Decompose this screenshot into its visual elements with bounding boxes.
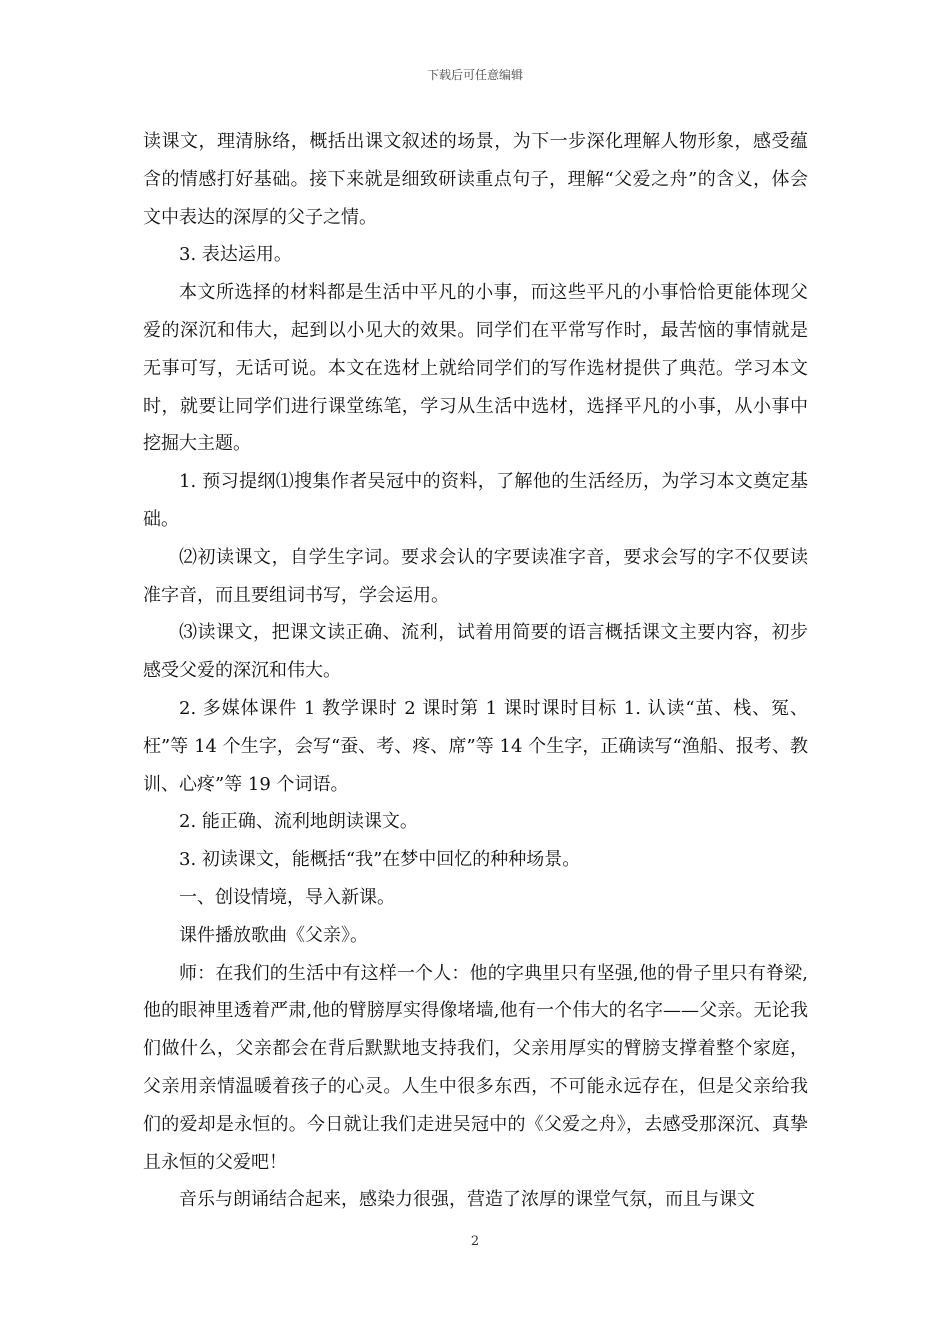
paragraph: ⑵初读课文，自学生字词。要求会认的字要读准字音，要求会写的字不仅要读准字音，而且要组词书写，学会运用。 [143,546,808,606]
page-header: 下载后可任意编辑 [426,68,523,82]
paragraph: 3. 初读课文，能概括“我”在梦中回忆的种种场景。 [179,849,581,871]
paragraph: 3. 表达运用。 [179,244,292,266]
paragraph: 课件播放歌曲《父亲》。 [179,924,368,946]
paragraph: 本文所选择的材料都是生活中平凡的小事，而这些平凡的小事恰恰更能体现父爱的深沉和伟大，起到以小见大的效果。同学们在平常写作时，最苦恼的事情就是无事可写，无话可说。本文在选材上就给同学们的写作选材提供了典范。学习本文时，就要让同学们进行课堂练笔，学习从生活中选材，选择平凡的小事，从小事中挖掘大主题。 [143,282,808,455]
page-number: 2 [470,1234,480,1249]
paragraph: 2. 多媒体课件 1 教学课时 2 课时第 1 课时课时目标 1. 认读“茧、栈、冤、枉”等 14 个生字，会写“蚕、考、疼、席”等 14 个生字，正确读写“渔船、报考、教训、心疼”等 19 个词语。 [143,697,808,795]
paragraph: 师：在我们的生活中有这样一个人：他的字典里只有坚强,他的骨子里只有脊梁,他的眼神里透着严肃,他的臂膀厚实得像堵墙,他有一个伟大的名字——父亲。无论我们做什么，父亲都会在背后默默地支持我们，父亲用厚实的臂膀支撑着整个家庭，父亲用亲情温暖着孩子的心灵。人生中很多东西，不可能永远存在，但是父亲给我们的爱却是永恒的。今日就让我们走进吴冠中的《父爱之舟》，去感受那深沉、真挚且永恒的父爱吧！ [143,962,808,1173]
paragraph: 读课文，理清脉络，概括出课文叙述的场景，为下一步深化理解人物形象，感受蕴含的情感打好基础。接下来就是细致研读重点句子，理解“父爱之舟”的含义，体会文中表达的深厚的父子之情。 [143,131,808,228]
document-body [143,123,808,1219]
paragraph: 1. 预习提纲⑴搜集作者吴冠中的资料，了解他的生活经历，为学习本文奠定基础。 [143,471,808,530]
paragraph: 2. 能正确、流利地朗读课文。 [179,811,418,833]
paragraph: 音乐与朗诵结合起来，感染力很强，营造了浓厚的课堂气氛，而且与课文 [179,1189,755,1211]
paragraph: ⑶读课文，把课文读正确、流利，试着用简要的语言概括课文主要内容，初步感受父爱的深沉和伟大。 [143,622,808,682]
paragraph: 一、创设情境，导入新课。 [179,886,395,908]
